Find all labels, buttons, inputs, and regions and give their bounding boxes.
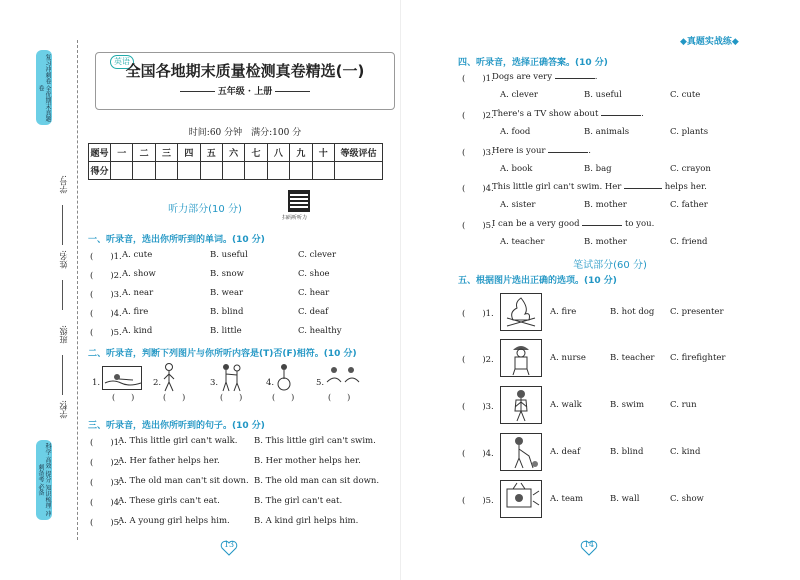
time-score-line: 时间:60 分钟 满分:100 分 bbox=[188, 128, 302, 138]
qr-code-icon[interactable] bbox=[288, 190, 310, 212]
question-suffix: . bbox=[641, 109, 644, 119]
option-c: C. deaf bbox=[298, 307, 329, 317]
page-title: 全国各地期末质量检测真卷精选(一) bbox=[125, 62, 365, 80]
option-b: B. A kind girl helps him. bbox=[254, 516, 359, 526]
score-header-cell: 十 bbox=[312, 144, 334, 162]
section3-heading: 三、听录音，选出你所听到的句子。(10 分) bbox=[88, 421, 265, 431]
item-number[interactable]: ( )3. bbox=[90, 290, 122, 300]
option-a: A. clever bbox=[500, 90, 538, 100]
option-a: A. show bbox=[122, 269, 156, 279]
swimming-picture bbox=[102, 366, 142, 390]
score-cell[interactable] bbox=[155, 162, 177, 180]
question-suffix: . bbox=[594, 72, 598, 82]
option-a: A. teacher bbox=[500, 237, 545, 247]
score-cell[interactable] bbox=[290, 162, 312, 180]
section1-heading: 一、听录音，选出你所听到的单词。(10 分) bbox=[88, 235, 265, 245]
option-a: A. fire bbox=[550, 307, 577, 317]
item-number[interactable]: ( )5. bbox=[90, 328, 122, 338]
option-a: A. nurse bbox=[550, 353, 586, 363]
option-b: B. blind bbox=[210, 307, 244, 317]
page-fold bbox=[400, 0, 401, 580]
option-row bbox=[462, 127, 782, 141]
item-number[interactable]: ( )1. bbox=[462, 74, 494, 84]
item-number[interactable]: ( )1. bbox=[90, 438, 122, 448]
strip-name-blank bbox=[62, 280, 63, 310]
score-cell[interactable] bbox=[111, 162, 133, 180]
item-number[interactable]: ( )5. bbox=[90, 518, 122, 528]
score-header-cell: 九 bbox=[290, 144, 312, 162]
list-item bbox=[90, 476, 395, 490]
option-b: B. mother bbox=[584, 237, 627, 247]
option-b: B. little bbox=[210, 326, 242, 336]
option-b: B. bag bbox=[584, 164, 612, 174]
score-header-cell: 三 bbox=[155, 144, 177, 162]
question-text bbox=[492, 109, 644, 119]
score-header-cell: 一 bbox=[111, 144, 133, 162]
item-number[interactable]: ( )3. bbox=[462, 402, 494, 412]
option-c: C. run bbox=[670, 400, 697, 410]
option-a: A. food bbox=[500, 127, 531, 137]
option-row bbox=[462, 164, 782, 178]
option-c: C. plants bbox=[670, 127, 709, 137]
option-c: C. show bbox=[670, 494, 704, 504]
option-a: A. This little girl can't walk. bbox=[118, 436, 238, 446]
question-text bbox=[492, 219, 654, 229]
item-number[interactable]: ( )1. bbox=[462, 309, 494, 319]
option-a: A. book bbox=[500, 164, 533, 174]
option-c: C. clever bbox=[298, 250, 337, 260]
answer-paren[interactable]: ( ) bbox=[328, 393, 351, 402]
banner: ◆真题实战练◆ bbox=[680, 37, 739, 47]
question-row bbox=[462, 219, 782, 233]
list-item bbox=[90, 456, 395, 470]
option-b: B. animals bbox=[584, 127, 630, 137]
item-number[interactable]: ( )2. bbox=[462, 355, 494, 365]
list-item bbox=[90, 269, 390, 283]
score-header-cell: 二 bbox=[133, 144, 155, 162]
firefighter-picture bbox=[500, 339, 542, 377]
score-header-cell: 六 bbox=[222, 144, 244, 162]
option-a: A. These girls can't eat. bbox=[118, 496, 220, 506]
answer-blank[interactable] bbox=[548, 152, 588, 153]
option-c: C. presenter bbox=[670, 307, 724, 317]
question-prefix: Dogs are very bbox=[492, 72, 552, 82]
list-item bbox=[90, 288, 390, 302]
score-header-cell: 四 bbox=[178, 144, 200, 162]
question-text bbox=[492, 72, 597, 82]
question-prefix: This little girl can't swim. Her bbox=[492, 182, 622, 192]
option-b: B. swim bbox=[610, 400, 645, 410]
picture-number: 4. bbox=[266, 378, 275, 388]
two-people-picture bbox=[220, 362, 244, 392]
score-cell[interactable] bbox=[178, 162, 200, 180]
option-a: A. team bbox=[550, 494, 584, 504]
qr-caption: 扫码听听力 bbox=[282, 215, 308, 221]
picture-number: 2. bbox=[153, 378, 162, 388]
score-cell[interactable] bbox=[335, 162, 383, 180]
page-number-left: 13 bbox=[223, 540, 235, 549]
strip-number-blank bbox=[62, 205, 63, 245]
list-item bbox=[90, 250, 390, 264]
strip-class-label: 班级: bbox=[59, 325, 68, 344]
question-row bbox=[462, 182, 782, 196]
tv-show-picture bbox=[500, 480, 542, 518]
score-cell[interactable] bbox=[222, 162, 244, 180]
option-c: C. shoe bbox=[298, 269, 330, 279]
picture-number: 3. bbox=[210, 378, 219, 388]
option-a: A. A young girl helps him. bbox=[118, 516, 230, 526]
option-c: C. kind bbox=[670, 447, 701, 457]
option-a: A. walk bbox=[550, 400, 582, 410]
question-row bbox=[462, 72, 782, 86]
option-a: A. deaf bbox=[550, 447, 581, 457]
item-number[interactable]: ( )5. bbox=[462, 221, 494, 231]
option-b: B. snow bbox=[210, 269, 244, 279]
list-item bbox=[90, 496, 395, 510]
subject-badge: 英语 bbox=[110, 55, 134, 69]
option-a: A. sister bbox=[500, 200, 536, 210]
written-part-heading: 笔试部分(60 分) bbox=[573, 260, 647, 271]
score-cell[interactable] bbox=[267, 162, 289, 180]
answer-blank[interactable] bbox=[601, 115, 641, 116]
option-b: B. mother bbox=[584, 200, 627, 210]
option-b: B. The old man can sit down. bbox=[254, 476, 380, 486]
option-b: B. This little girl can't swim. bbox=[254, 436, 376, 446]
option-b: B. blind bbox=[610, 447, 644, 457]
page-subtitle bbox=[100, 84, 390, 97]
item-number[interactable]: ( )4. bbox=[90, 309, 122, 319]
question-row bbox=[462, 146, 782, 160]
old-man-picture bbox=[162, 362, 176, 392]
question-suffix: . bbox=[588, 146, 591, 156]
section4-heading: 四、听录音，选择正确答案。(10 分) bbox=[458, 58, 608, 68]
children-picture bbox=[325, 364, 361, 390]
item-number[interactable]: ( )1. bbox=[90, 252, 122, 262]
page-number-right: 14 bbox=[583, 540, 595, 549]
question-suffix: helps her. bbox=[664, 182, 707, 192]
list-item bbox=[90, 307, 390, 321]
option-a: A. kind bbox=[122, 326, 153, 336]
item-number[interactable]: ( )4. bbox=[90, 498, 122, 508]
item-number[interactable]: ( )2. bbox=[90, 458, 122, 468]
question-text bbox=[492, 146, 591, 156]
item-number[interactable]: ( )5. bbox=[462, 496, 494, 506]
strip-name-label: 姓名: bbox=[59, 250, 68, 269]
score-table-score-row bbox=[89, 162, 383, 180]
picture-number: 5. bbox=[316, 378, 325, 388]
score-table-header-row bbox=[89, 144, 383, 162]
girl-walking-picture bbox=[500, 386, 542, 424]
option-row bbox=[462, 237, 782, 251]
list-item bbox=[90, 326, 390, 340]
strip-number-label: 学号: bbox=[59, 175, 68, 194]
option-a: A. near bbox=[122, 288, 154, 298]
item-number[interactable]: ( )3. bbox=[90, 478, 122, 488]
score-cell[interactable] bbox=[312, 162, 334, 180]
score-header-cell: 八 bbox=[267, 144, 289, 162]
answer-blank[interactable] bbox=[555, 78, 595, 79]
list-item bbox=[90, 436, 395, 450]
blind-man-picture bbox=[500, 433, 542, 471]
score-header-cell: 五 bbox=[200, 144, 222, 162]
option-b: B. teacher bbox=[610, 353, 655, 363]
question-text bbox=[492, 182, 707, 192]
option-b: B. wear bbox=[210, 288, 244, 298]
answer-paren[interactable]: ( ) bbox=[163, 393, 186, 402]
option-c: C. firefighter bbox=[670, 353, 726, 363]
option-b: B. useful bbox=[584, 90, 622, 100]
listening-part-heading: 听力部分(10 分) bbox=[168, 204, 242, 215]
list-item bbox=[90, 516, 395, 530]
section5-heading: 五、根据图片选出正确的选项。(10 分) bbox=[458, 276, 617, 286]
option-c: C. father bbox=[670, 200, 708, 210]
question-prefix: I can be a very good bbox=[492, 219, 580, 229]
score-header-cell: 题号 bbox=[89, 144, 111, 162]
option-row bbox=[462, 90, 782, 104]
question-prefix: Here is your bbox=[492, 146, 546, 156]
option-a: A. The old man can't sit down. bbox=[118, 476, 249, 486]
option-a: A. fire bbox=[122, 307, 149, 317]
score-cell[interactable] bbox=[200, 162, 222, 180]
score-cell[interactable] bbox=[245, 162, 267, 180]
question-suffix: to you. bbox=[624, 219, 655, 229]
option-b: B. The girl can't eat. bbox=[254, 496, 343, 506]
score-table bbox=[88, 143, 383, 180]
option-c: C. cute bbox=[670, 90, 701, 100]
answer-blank[interactable] bbox=[624, 188, 662, 189]
fire-picture bbox=[500, 293, 542, 331]
question-row bbox=[462, 109, 782, 123]
answer-paren[interactable]: ( ) bbox=[112, 393, 135, 402]
option-row bbox=[462, 200, 782, 214]
option-b: B. wall bbox=[610, 494, 640, 504]
question-prefix: There's a TV show about bbox=[492, 109, 599, 119]
item-number[interactable]: ( )4. bbox=[462, 184, 494, 194]
score-cell[interactable] bbox=[133, 162, 155, 180]
option-c: C. healthy bbox=[298, 326, 342, 336]
option-b: B. hot dog bbox=[610, 307, 655, 317]
strip-class-blank bbox=[62, 355, 63, 395]
score-header-cell: 七 bbox=[245, 144, 267, 162]
grade-label: 五年级 · 上册 bbox=[217, 87, 273, 97]
option-b: B. useful bbox=[210, 250, 248, 260]
score-header-cell: 等级评估 bbox=[335, 144, 383, 162]
answer-paren[interactable]: ( ) bbox=[272, 393, 295, 402]
item-number[interactable]: ( )2. bbox=[462, 111, 494, 121]
option-b: B. Her mother helps her. bbox=[254, 456, 361, 466]
option-a: A. Her father helps her. bbox=[118, 456, 220, 466]
item-number[interactable]: ( )2. bbox=[90, 271, 122, 281]
answer-blank[interactable] bbox=[582, 225, 622, 226]
wheelchair-picture bbox=[275, 362, 293, 392]
section2-heading: 二、听录音，判断下列图片与你所听内容是(T)否(F)相符。(10 分) bbox=[88, 349, 357, 359]
option-c: C. crayon bbox=[670, 164, 711, 174]
cut-line bbox=[77, 40, 78, 540]
strip-school-label: 学校: bbox=[59, 400, 68, 419]
item-number[interactable]: ( )3. bbox=[462, 148, 494, 158]
option-c: C. hear bbox=[298, 288, 330, 298]
item-number[interactable]: ( )4. bbox=[462, 449, 494, 459]
answer-paren[interactable]: ( ) bbox=[220, 393, 243, 402]
strip-tag-top: 复习冲刺卷 全优期末真题卷 bbox=[36, 50, 52, 125]
score-row-label: 得分 bbox=[89, 162, 111, 180]
option-c: C. friend bbox=[670, 237, 708, 247]
picture-number: 1. bbox=[92, 378, 101, 388]
option-a: A. cute bbox=[122, 250, 153, 260]
strip-tag-bottom: 科学 高效 提分 知识梳理 冲刺备考 必备 bbox=[36, 440, 52, 520]
